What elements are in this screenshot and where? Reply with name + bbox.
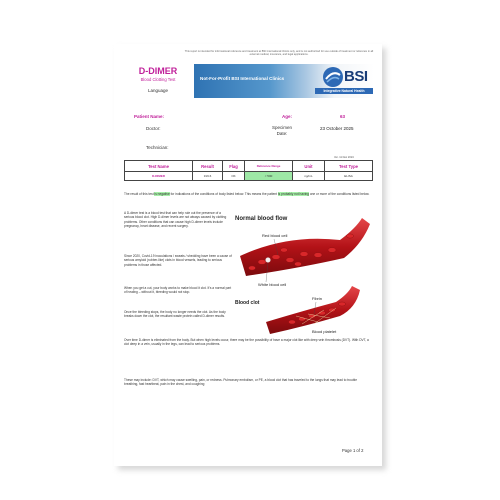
technician-label: Technician: <box>146 145 169 150</box>
report-subtitle: Blood Clotting Test <box>140 77 176 82</box>
paragraph-cut: When you get a cut, your body works to make blood it clot. It's a normal part of healing – without it, bleeding would not stop. <box>124 286 232 295</box>
paragraph-ddimer-test: A D-dimer test is a blood test that can help rule out the presence of a serious blood clot. High D-dimer levels are not always caused by clotting problems. Other conditions that can cause high D-dimer levels include pregnancy, heart disease, and recent surgery. <box>124 211 227 228</box>
header-unit: Unit <box>293 161 325 172</box>
intro-text-c: one or more of the conditions listed below. <box>308 192 370 196</box>
language-label: Language <box>147 88 169 93</box>
results-table <box>124 160 373 181</box>
intro-highlight-not-having: is probably not having <box>277 192 309 196</box>
blood-flow-diagram <box>232 210 372 336</box>
logo-text: BSI <box>344 68 368 85</box>
specimen-date-value: 23 October 2025 <box>320 126 354 131</box>
cell-test-type: ELISA <box>325 172 373 181</box>
paragraph-elimination: Over time D-dimer is eliminated from the body. But when high levels occur, there may be the possibility of have a major clot like with deep vein thrombosis (DVT). With DVT, a clot deep in a vein, usually in the legs, can lead to serious problems. <box>124 338 369 347</box>
doctor-label: Doctor: <box>146 126 161 131</box>
bsi-logo-icon <box>322 66 344 88</box>
intro-highlight-negative: is negative <box>154 192 170 196</box>
header-reference-range: Reference Range <box>245 161 293 172</box>
report-page <box>114 44 382 466</box>
cell-test-name: D-DIMER <box>125 172 193 181</box>
header-flag: Flag <box>223 161 245 172</box>
blood-clot-title: Blood clot <box>235 300 260 306</box>
logo-subtitle: Integrative Natural Health <box>315 88 373 94</box>
intro-text-b: for indications of the conditions of body listed below. This means the patient <box>169 192 278 196</box>
clinic-banner <box>194 64 374 98</box>
blood-platelet-label: Blood platelet <box>312 329 337 334</box>
page-number: Page 1 of 2 <box>342 448 364 453</box>
table-header-row <box>125 161 373 172</box>
cell-result: 319.6 <box>193 172 223 181</box>
header-result: Result <box>193 161 223 172</box>
patient-name-label: Patient Name: <box>134 114 165 119</box>
specimen-label-line2: Date: <box>276 130 288 136</box>
fibrin-label: Fibrin <box>312 296 323 301</box>
intro-text-a: The result of this test <box>124 192 155 196</box>
red-blood-cell-label: Red blood cell <box>262 233 288 238</box>
header-test-name: Test Name <box>125 161 193 172</box>
header-test-type: Test Type <box>325 161 373 172</box>
cell-unit: ng/mL <box>293 172 325 181</box>
table-row <box>125 172 373 181</box>
paragraph-bleeding: Once the bleeding stops, the body no longer needs the clot. As the body breaks down the clot, the resultant waste protein called D-dimer results. <box>124 310 226 319</box>
revision-label: Ver. 11 Dec 2024 <box>334 156 354 159</box>
banner-text: Not-For-Profit BSI International Clinics <box>200 76 285 81</box>
clot-vessel <box>266 286 360 334</box>
disclaimer-text: This report is intended for informational reference and treatment at BSI International Clinics only, and is not authorized for use outside of treatment or reference in all external medical, insurance, and legal applications. <box>184 50 374 57</box>
paragraph-covid: Since 2020, Covid-19 inoculations / sweats / shedding have been a cause of serious amyloid (rubber-like) clots in blood vessels, leading to serious problems in those affected. <box>124 254 232 267</box>
age-label: Age: <box>282 114 292 119</box>
report-title: D-DIMER <box>138 66 178 76</box>
paragraph-conditions: These may include: DVT, which may cause swelling, pain, or redness. Pulmonary embolism, or PE, a blood clot that has traveled to the lungs that may lead to trouble breathing, fast heartbeat, pain in the chest, and coughing <box>124 378 357 387</box>
specimen-label-line1: Specimen <box>272 125 293 130</box>
intro-paragraph <box>124 192 372 196</box>
cell-reference-range: < 500 <box>245 172 293 181</box>
white-blood-cell-label: White blood cell <box>258 282 287 287</box>
normal-vessel <box>240 218 370 276</box>
cell-flag: OK <box>223 172 245 181</box>
specimen-date-label <box>272 125 292 136</box>
normal-blood-flow-title: Normal blood flow <box>235 216 288 222</box>
age-value: 63 <box>340 114 346 119</box>
